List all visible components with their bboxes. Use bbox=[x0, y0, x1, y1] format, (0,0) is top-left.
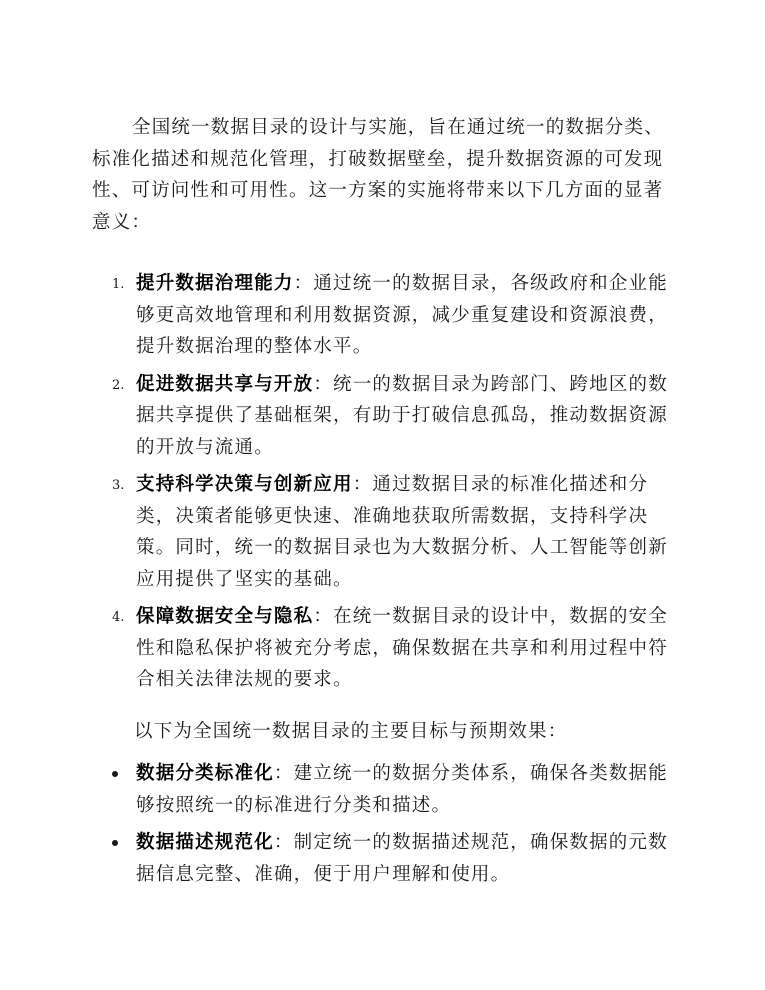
item-separator: ： bbox=[352, 474, 373, 495]
item-title: 数据分类标准化 bbox=[136, 763, 274, 784]
item-title: 支持科学决策与创新应用 bbox=[136, 474, 353, 495]
item-title: 促进数据共享与开放 bbox=[136, 373, 314, 395]
list-item bbox=[104, 758, 680, 821]
item-text: 制定统一的数据描述规范，确保数据的元数据信息完整、准确，便于用户理解和使用。 bbox=[136, 832, 668, 885]
list-item bbox=[104, 601, 680, 696]
item-text: 通过统一的数据目录，各级政府和企业能够更高效地管理和利用数据资源，减少重复建设和资源浪费，提升数据治理的整体水平。 bbox=[136, 273, 668, 357]
item-text: 通过数据目录的标准化描述和分类，决策者能够更快速、准确地获取所需数据，支持科学决策。同时，统一的数据目录也为大数据分析、人工智能等创新应用提供了坚实的基础。 bbox=[136, 474, 668, 590]
item-text: 统一的数据目录为跨部门、跨地区的数据共享提供了基础框架，有助于打破信息孤岛，推动数据资源的开放与流通。 bbox=[136, 373, 668, 458]
bullet-icon bbox=[112, 840, 118, 846]
item-title: 提升数据治理能力 bbox=[136, 273, 294, 294]
item-separator: ： bbox=[313, 373, 334, 395]
significance-list bbox=[104, 268, 680, 702]
goals-list bbox=[104, 758, 680, 896]
item-separator: ： bbox=[273, 763, 294, 784]
bullet-icon bbox=[112, 771, 118, 777]
item-title: 保障数据安全与隐私 bbox=[136, 606, 314, 627]
list-item bbox=[104, 369, 680, 464]
goals-lead: 以下为全国统一数据目录的主要目标与预期效果： bbox=[134, 721, 568, 742]
list-item bbox=[104, 827, 680, 890]
item-separator: ： bbox=[313, 606, 334, 627]
list-number: 3. bbox=[112, 478, 125, 493]
item-text: 在统一数据目录的设计中，数据的安全性和隐私保护将被充分考虑，确保数据在共享和利用过程中符合相关法律法规的要求。 bbox=[136, 606, 668, 690]
list-number: 4. bbox=[112, 610, 125, 625]
list-number: 1. bbox=[112, 277, 125, 292]
list-item bbox=[104, 469, 680, 595]
intro-paragraph: 全国统一数据目录的设计与实施，旨在通过统一的数据分类、标准化描述和规范化管理，打破数据壁垒，提升数据资源的可发现性、可访问性和可用性。这一方案的实施将带来以下几方面的显著意义： bbox=[92, 117, 664, 233]
item-text: 建立统一的数据分类体系，确保各类数据能够按照统一的标准进行分类和描述。 bbox=[136, 763, 668, 816]
item-separator: ： bbox=[293, 273, 314, 294]
list-number: 2. bbox=[112, 377, 125, 393]
list-item bbox=[104, 268, 680, 363]
item-separator: ： bbox=[273, 832, 294, 853]
item-title: 数据描述规范化 bbox=[136, 832, 274, 853]
